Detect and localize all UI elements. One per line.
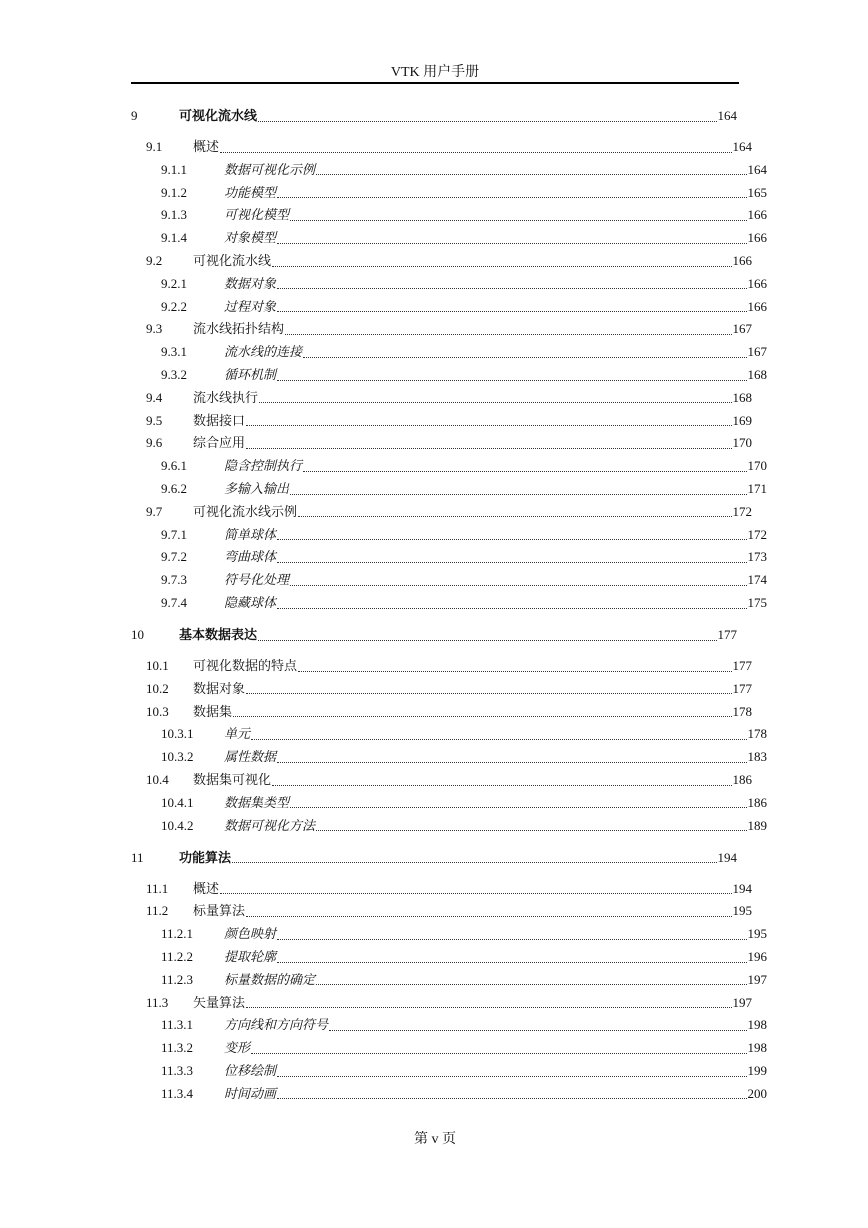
toc-entry-number: 9.3	[146, 321, 163, 337]
toc-entry[interactable]	[131, 410, 752, 432]
dot-leader	[303, 471, 746, 472]
toc-entry-title[interactable]: 颜色映射	[224, 926, 277, 942]
dot-leader	[277, 243, 746, 244]
toc-entry[interactable]	[131, 678, 752, 700]
toc-entry-title[interactable]: 标量算法	[193, 903, 246, 919]
dot-leader	[232, 862, 716, 863]
toc-entry-page: 170	[747, 458, 767, 474]
toc-entry-title[interactable]: 可视化流水线	[179, 108, 258, 123]
page-header: VTK 用户手册	[390, 65, 480, 80]
toc-entry-page: 174	[747, 572, 767, 588]
toc-entry-number: 9.3.2	[161, 367, 187, 382]
toc-entry-page: 172	[747, 526, 767, 542]
toc-entry[interactable]	[131, 524, 767, 546]
toc-entry-title[interactable]: 综合应用	[193, 435, 246, 451]
toc-entry-title[interactable]: 可视化模型	[224, 207, 290, 223]
dot-leader	[277, 311, 746, 312]
toc-entry[interactable]	[131, 878, 752, 900]
toc-entry-title[interactable]: 数据对象	[193, 680, 246, 696]
toc-entry[interactable]	[131, 250, 752, 272]
toc-entry[interactable]	[131, 546, 767, 568]
toc-entry[interactable]	[131, 432, 752, 454]
toc-entry[interactable]	[131, 792, 767, 814]
dot-leader	[303, 357, 746, 358]
toc-entry-page: 166	[747, 275, 767, 291]
toc-entry-number: 9.1.1	[161, 161, 187, 177]
toc-entry-number: 11.3	[146, 994, 169, 1010]
dot-leader	[251, 1053, 746, 1054]
dot-leader	[277, 562, 746, 563]
toc-entry-page: 164	[717, 108, 737, 123]
dot-leader	[246, 916, 731, 917]
toc-entry-number: 10	[131, 627, 144, 642]
toc-entry-number: 9.2.2	[161, 298, 187, 314]
toc-entry[interactable]	[131, 923, 767, 945]
toc-entry-page: 178	[747, 726, 767, 742]
toc-entry[interactable]	[131, 624, 737, 646]
toc-entry-title[interactable]: 矢量算法	[193, 994, 246, 1010]
toc-entry-page: 177	[717, 627, 737, 642]
toc-entry-number: 9.7.4	[161, 595, 187, 610]
toc-entry-page: 164	[732, 139, 752, 154]
dot-leader	[298, 671, 731, 672]
toc-entry-number: 9.1.3	[161, 207, 187, 223]
toc-entry-page: 173	[747, 549, 767, 565]
dot-leader	[220, 152, 731, 153]
toc-entry-title[interactable]: 时间动画	[224, 1085, 277, 1101]
toc-entry-title[interactable]: 隐含控制执行	[224, 458, 303, 474]
toc-entry[interactable]	[131, 701, 752, 723]
dot-leader	[246, 425, 731, 426]
toc-entry[interactable]	[131, 1083, 767, 1105]
dot-leader	[277, 608, 746, 609]
dot-leader	[290, 494, 746, 495]
dot-leader	[277, 1076, 746, 1077]
toc-entry-title[interactable]: 流水线的连接	[224, 344, 303, 360]
toc-entry-title[interactable]: 基本数据表达	[179, 627, 258, 642]
toc-entry-number: 11.2.2	[161, 949, 194, 964]
toc-entry-page: 194	[717, 849, 737, 865]
toc-entry-title[interactable]: 变形	[224, 1040, 251, 1056]
page-number: 第 v 页	[414, 1132, 456, 1147]
toc-entry-page: 200	[747, 1085, 767, 1101]
toc-entry-title[interactable]: 数据集	[193, 703, 233, 719]
toc-entry-title[interactable]: 过程对象	[224, 298, 277, 314]
toc-entry[interactable]	[131, 900, 752, 922]
toc-entry[interactable]	[131, 1060, 767, 1082]
toc-entry[interactable]	[131, 746, 767, 768]
toc-entry[interactable]	[131, 592, 767, 614]
toc-entry-number: 9.3.1	[161, 344, 187, 360]
dot-leader	[246, 1007, 731, 1008]
dot-leader	[316, 984, 746, 985]
toc-entry-page: 175	[747, 595, 767, 610]
toc-entry-number: 9.6	[146, 435, 163, 451]
dot-leader	[290, 807, 746, 808]
toc-entry-number: 11.3.2	[161, 1040, 194, 1056]
toc-entry-page: 178	[732, 703, 752, 719]
dot-leader	[316, 830, 746, 831]
toc-entry[interactable]	[131, 341, 767, 363]
toc-entry-page: 197	[732, 994, 752, 1010]
toc-entry[interactable]	[131, 273, 767, 295]
dot-leader	[277, 197, 746, 198]
toc-entry[interactable]	[131, 159, 767, 181]
toc-entry-page: 165	[747, 184, 767, 200]
toc-entry-number: 9.4	[146, 389, 163, 405]
dot-leader	[316, 174, 746, 175]
toc-entry-title[interactable]: 概述	[193, 880, 220, 896]
toc-entry-number: 11.1	[146, 880, 169, 896]
toc-entry-number: 9.2	[146, 253, 163, 268]
toc-entry[interactable]	[131, 969, 767, 991]
toc-entry-page: 186	[747, 794, 767, 810]
toc-entry-page: 166	[747, 230, 767, 246]
toc-entry-number: 10.2	[146, 680, 169, 696]
toc-entry-title[interactable]: 可视化数据的特点	[193, 658, 298, 673]
toc-entry-title[interactable]: 功能模型	[224, 184, 277, 200]
toc-entry-page: 168	[732, 389, 752, 405]
toc-entry-title[interactable]: 多输入输出	[224, 481, 290, 496]
toc-entry-number: 10.4.2	[161, 817, 194, 833]
toc-entry-page: 177	[732, 680, 752, 696]
dot-leader	[246, 693, 731, 694]
toc-entry-title[interactable]: 功能算法	[179, 849, 232, 865]
toc-entry[interactable]	[131, 847, 737, 869]
toc-entry-number: 9.6.1	[161, 458, 187, 474]
toc-entry[interactable]	[131, 136, 752, 158]
toc-entry-page: 171	[747, 481, 767, 496]
toc-entry-title[interactable]: 数据集类型	[224, 794, 290, 810]
dot-leader	[251, 739, 746, 740]
toc-entry-page: 172	[732, 503, 752, 519]
toc-entry[interactable]	[131, 455, 767, 477]
toc-entry-number: 11	[131, 849, 144, 865]
toc-entry-page: 186	[732, 772, 752, 787]
toc-entry-title[interactable]: 数据可视化方法	[224, 817, 316, 833]
dot-leader	[290, 220, 746, 221]
toc-entry-page: 170	[732, 435, 752, 451]
dot-leader	[277, 380, 746, 381]
toc-entry-number: 9.7.2	[161, 549, 187, 565]
dot-leader	[233, 716, 731, 717]
toc-entry-page: 196	[747, 949, 767, 964]
toc-entry-number: 9.7	[146, 503, 163, 519]
toc-entry-page: 169	[732, 412, 752, 428]
dot-leader	[246, 448, 731, 449]
toc-entry-number: 10.4	[146, 772, 169, 787]
dot-leader	[272, 266, 731, 267]
dot-leader	[277, 939, 746, 940]
toc-entry-title[interactable]: 隐藏球体	[224, 595, 277, 610]
toc-entry[interactable]	[131, 387, 752, 409]
toc-entry-number: 11.3.1	[161, 1017, 194, 1033]
toc-entry-number: 10.1	[146, 658, 169, 673]
toc-entry[interactable]	[131, 318, 752, 340]
toc-entry-number: 11.2.3	[161, 971, 194, 987]
toc-entry-page: 198	[747, 1017, 767, 1033]
dot-leader	[277, 539, 746, 540]
toc-entry-number: 9.7.1	[161, 526, 187, 542]
toc-entry[interactable]	[131, 296, 767, 318]
dot-leader	[272, 785, 731, 786]
toc-entry-title[interactable]: 弯曲球体	[224, 549, 277, 565]
toc-entry[interactable]	[131, 227, 767, 249]
toc-entry-number: 9.1	[146, 139, 163, 154]
toc-entry[interactable]	[131, 992, 752, 1014]
dot-leader	[259, 402, 731, 403]
toc-entry-title[interactable]: 位移绘制	[224, 1063, 277, 1078]
toc-entry-page: 164	[747, 161, 767, 177]
toc-entry-title[interactable]: 流水线执行	[193, 389, 259, 405]
toc-entry-title[interactable]: 流水线拓扑结构	[193, 321, 285, 337]
toc-entry-title[interactable]: 数据集可视化	[193, 772, 272, 787]
toc-entry-number: 10.4.1	[161, 794, 194, 810]
toc-entry-number: 10.3.2	[161, 749, 194, 765]
toc-entry-title[interactable]: 可视化流水线	[193, 253, 272, 268]
toc-entry-title[interactable]: 属性数据	[224, 749, 277, 765]
dot-leader	[329, 1030, 746, 1031]
toc-entry-page: 197	[747, 971, 767, 987]
toc-entry-page: 167	[732, 321, 752, 337]
dot-leader	[277, 1098, 746, 1099]
toc-entry[interactable]	[131, 946, 767, 968]
toc-entry[interactable]	[131, 655, 752, 677]
toc-entry-page: 183	[747, 749, 767, 765]
toc-entry-number: 9.6.2	[161, 481, 187, 496]
toc-entry-title[interactable]: 数据对象	[224, 275, 277, 291]
toc-entry-number: 11.2	[146, 903, 169, 919]
toc-entry-page: 189	[747, 817, 767, 833]
toc-entry[interactable]	[131, 769, 752, 791]
toc-entry[interactable]	[131, 182, 767, 204]
toc-entry-page: 177	[732, 658, 752, 673]
toc-entry-number: 11.2.1	[161, 926, 194, 942]
toc-entry-title[interactable]: 循环机制	[224, 367, 277, 382]
toc-entry-title[interactable]: 概述	[193, 139, 220, 154]
toc-entry-title[interactable]: 可视化流水线示例	[193, 503, 298, 519]
dot-leader	[277, 762, 746, 763]
toc-entry-page: 195	[747, 926, 767, 942]
header-rule	[131, 82, 739, 84]
dot-leader	[277, 962, 746, 963]
toc-entry-number: 9	[131, 108, 138, 123]
toc-entry-number: 9.1.2	[161, 184, 187, 200]
toc-entry-title[interactable]: 提取轮廓	[224, 949, 277, 964]
toc-entry-title[interactable]: 方向线和方向符号	[224, 1017, 329, 1033]
toc-entry-number: 10.3	[146, 703, 169, 719]
toc-entry[interactable]	[131, 105, 737, 127]
toc-entry-page: 166	[747, 207, 767, 223]
dot-leader	[258, 640, 716, 641]
toc-entry-page: 167	[747, 344, 767, 360]
toc-entry[interactable]	[131, 1037, 767, 1059]
dot-leader	[220, 893, 731, 894]
toc-entry-page: 195	[732, 903, 752, 919]
toc-entry-number: 11.3.4	[161, 1085, 194, 1101]
toc-entry-number: 9.1.4	[161, 230, 187, 246]
toc-entry-page: 199	[747, 1063, 767, 1078]
toc-entry[interactable]	[131, 1014, 767, 1036]
toc-entry-number: 9.7.3	[161, 572, 187, 588]
toc-entry-number: 11.3.3	[161, 1063, 194, 1078]
dot-leader	[290, 585, 746, 586]
toc-entry-page: 168	[747, 367, 767, 382]
toc-entry-title[interactable]: 简单球体	[224, 526, 277, 542]
dot-leader	[277, 288, 746, 289]
toc-entry[interactable]	[131, 478, 767, 500]
toc-entry[interactable]	[131, 204, 767, 226]
toc-entry-title[interactable]: 单元	[224, 726, 251, 742]
toc-entry-page: 194	[732, 880, 752, 896]
dot-leader	[258, 121, 716, 122]
toc-entry-page: 198	[747, 1040, 767, 1056]
toc-entry-page: 166	[732, 253, 752, 268]
toc-entry-title[interactable]: 符号化处理	[224, 572, 290, 588]
toc-entry[interactable]	[131, 815, 767, 837]
toc-entry[interactable]	[131, 501, 752, 523]
toc-entry-page: 166	[747, 298, 767, 314]
toc-entry[interactable]	[131, 569, 767, 591]
toc-entry[interactable]	[131, 364, 767, 386]
toc-entry-number: 9.5	[146, 412, 163, 428]
dot-leader	[285, 334, 731, 335]
toc-entry-title[interactable]: 数据可视化示例	[224, 161, 316, 177]
toc-entry-number: 10.3.1	[161, 726, 194, 742]
toc-entry-title[interactable]: 数据接口	[193, 412, 246, 428]
toc-entry-title[interactable]: 标量数据的确定	[224, 971, 316, 987]
toc-entry-title[interactable]: 对象模型	[224, 230, 277, 246]
toc-entry[interactable]	[131, 723, 767, 745]
toc-entry-number: 9.2.1	[161, 275, 187, 291]
dot-leader	[298, 516, 731, 517]
